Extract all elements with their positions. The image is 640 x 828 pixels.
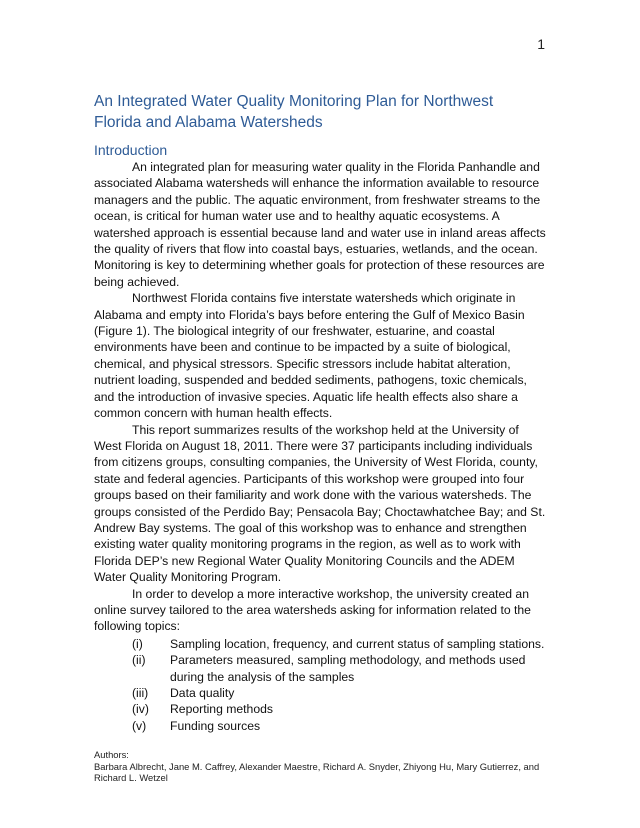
list-item-text: Reporting methods xyxy=(170,702,273,717)
authors-list: Barbara Albrecht, Jane M. Caffrey, Alexander Maestre, Richard A. Snyder, Zhiyong Hu, Mary Gutierrez, and Richard L. Wetzel xyxy=(94,760,540,784)
paragraph: This report summarizes results of the workshop held at the University of West Florida on August 18, 2011. There were 37 participants including individuals from citizens groups, consulting companies, the University of West Florida, county, state and federal agencies. Participants of this workshop were grouped into four groups based on their familiarity and work done with the various watersheds. The groups consisted of the Perdido Bay; Pensacola Bay; Choctawhatchee Bay; and St. Andrew Bay systems. The goal of this workshop was to enhance and strengthen existing water quality monitoring programs in the region, as well as to work with Florida DEP’s new Regional Water Quality Monitoring Councils and the ADEM Water Quality Monitoring Program. xyxy=(94,422,546,585)
list-item-text: Sampling location, frequency, and current status of sampling stations. xyxy=(170,636,545,651)
list-item xyxy=(94,718,546,734)
list-item xyxy=(94,701,546,717)
page-number: 1 xyxy=(537,36,545,52)
list-item xyxy=(94,652,546,685)
authors-footnote xyxy=(94,749,546,784)
list-item-text: Funding sources xyxy=(170,718,261,733)
paragraph: Northwest Florida contains five interstate watersheds which originate in Alabama and empty into Florida’s bays before entering the Gulf of Mexico Basin (Figure 1). The biological integrity of our freshwater, estuarine, and coastal environments have been and continue to be impacted by a suite of biological, chemical, and physical stressors. Specific stressors include habitat alteration, nutrient loading, suspended and bedded sediments, pathogens, toxic chemicals, and the introduction of invasive species. Aquatic life health effects also share a common concern with human health effects. xyxy=(94,291,527,421)
body-text xyxy=(94,159,546,734)
topics-list xyxy=(94,636,546,734)
authors-label: Authors: xyxy=(94,749,129,760)
document-title: An Integrated Water Quality Monitoring Plan for Northwest Florida and Alabama Watersheds xyxy=(94,93,494,131)
list-item-number: (i) xyxy=(132,636,143,651)
list-item xyxy=(94,685,546,701)
section-heading: Introduction xyxy=(94,142,168,158)
list-item-number: (iii) xyxy=(132,686,149,700)
list-item-number: (v) xyxy=(132,718,147,733)
list-item-text: Parameters measured, sampling methodology, and methods used during the analysis of the samples xyxy=(170,653,526,684)
list-item xyxy=(94,636,546,652)
list-item-number: (ii) xyxy=(132,653,146,668)
list-item-text: Data quality xyxy=(170,686,235,700)
paragraph: In order to develop a more interactive workshop, the university created an online survey tailored to the area watersheds asking for information related to the following topics: xyxy=(94,586,531,634)
paragraph: An integrated plan for measuring water quality in the Florida Panhandle and associated Alabama watersheds will enhance the information available to resource managers and the public. The aquatic environment, from freshwater streams to the ocean, is critical for human water use and to healthy aquatic ecosystems. A watershed approach is essential because land and water use in inland areas affects the quality of rivers that flow into coastal bays, estuaries, wetlands, and the ocean. Monitoring is key to determining whether goals for protection of these resources are being achieved. xyxy=(94,160,546,289)
list-item-number: (iv) xyxy=(132,702,149,717)
